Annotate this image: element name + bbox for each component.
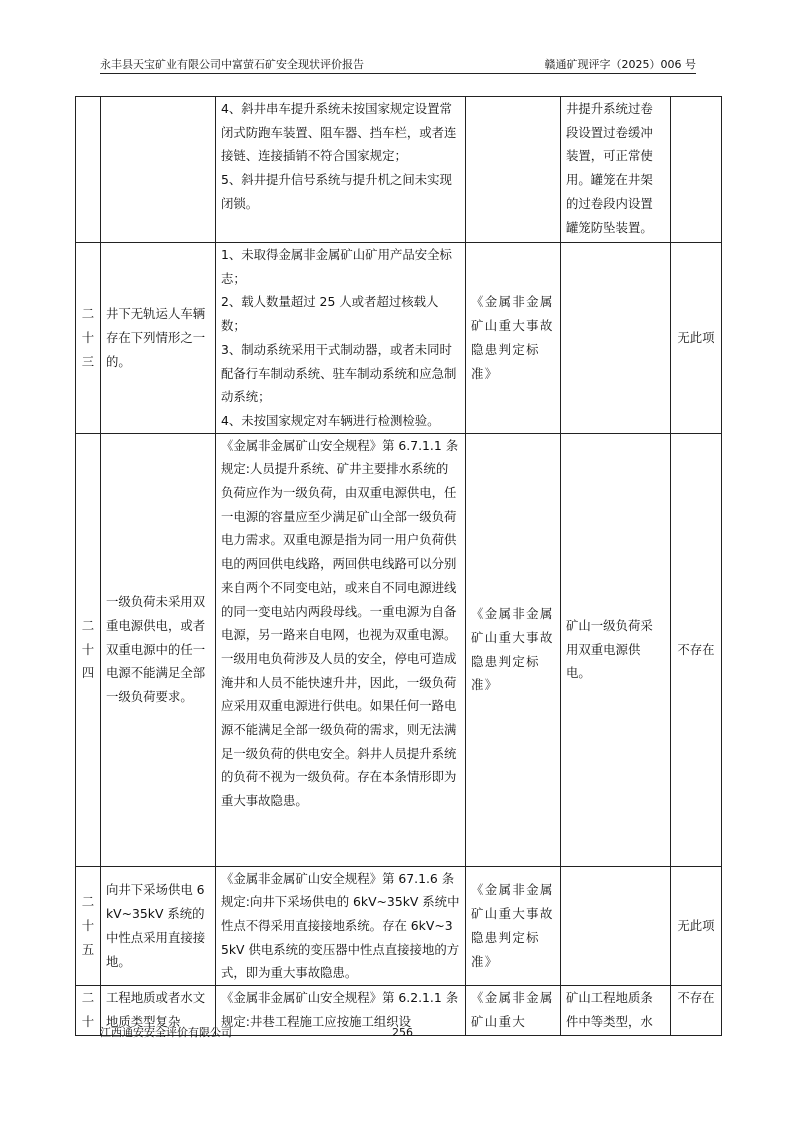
page-number: 256 bbox=[392, 1026, 413, 1039]
header-rule bbox=[100, 73, 696, 74]
hazard-item-cell: 工程地质或者水文地质类型复杂 bbox=[101, 986, 216, 1036]
basis-cell: 《金属非金属矿山重大事故隐患判定标准》 bbox=[466, 433, 561, 866]
result-cell: 不存在 bbox=[671, 433, 722, 866]
inspection-content-cell: 《金属非金属矿山安全规程》第 67.1.6 条规定:向井下采场供电的 6kV~35kV 系统中性点不得采用直接接地系统。存在 6kV~35kV 供电系统的变压器中性点直接接地的方式，即为重大事故隐患。 bbox=[216, 866, 466, 986]
content-line: 2、载人数量超过 25 人或者超过核载人数； bbox=[221, 294, 439, 334]
row-number-char: 十 bbox=[81, 1013, 95, 1029]
basis-cell: 《金属非金属矿山重大 bbox=[466, 986, 561, 1036]
row-number-char: 二 bbox=[81, 990, 95, 1006]
row-number-char: 二 bbox=[81, 894, 95, 910]
situation-cell: 矿山一级负荷采用双重电源供电。 bbox=[561, 433, 671, 866]
result-cell: 不存在 bbox=[671, 986, 722, 1036]
content-line: 5、斜井提升信号系统与提升机之间未实现闭锁。 bbox=[221, 172, 452, 211]
situation-cell bbox=[561, 243, 671, 434]
content-line: 3、制动系统采用干式制动器，或者未同时配备行车制动系统、驻车制动系统和应急制动系统； bbox=[221, 341, 457, 405]
row-number-char: 二 bbox=[81, 306, 95, 322]
basis-cell: 《金属非金属矿山重大事故隐患判定标准》 bbox=[466, 243, 561, 434]
hazard-item-cell: 井下无轨运人车辆存在下列情形之一的。 bbox=[101, 243, 216, 434]
document-number: 赣通矿现评字（2025）006 号 bbox=[544, 58, 696, 71]
row-number-char: 二 bbox=[81, 618, 95, 634]
row-number-char: 五 bbox=[81, 941, 95, 957]
row-number-cell bbox=[76, 866, 101, 986]
hazard-item-cell bbox=[101, 97, 216, 243]
inspection-content-cell: 《金属非金属矿山安全规程》第 6.2.1.1 条规定:井巷工程施工应按施工组织设 bbox=[216, 986, 466, 1036]
row-number-char: 十 bbox=[81, 641, 95, 657]
content-line: 4、未按国家规定对车辆进行检测检验。 bbox=[221, 412, 440, 428]
inspection-content-cell bbox=[216, 97, 466, 243]
company-name: 江西通安安全评价有限公司 bbox=[100, 1026, 232, 1039]
hazard-item-cell: 向井下采场供电 6kV~35kV 系统的中性点采用直接接地。 bbox=[101, 866, 216, 986]
table-row bbox=[76, 433, 722, 866]
basis-cell: 《金属非金属矿山重大事故隐患判定标准》 bbox=[466, 866, 561, 986]
row-number-char: 四 bbox=[81, 665, 95, 681]
inspection-content-cell bbox=[216, 243, 466, 434]
row-number-char: 十 bbox=[81, 918, 95, 934]
result-cell bbox=[671, 97, 722, 243]
table-row bbox=[76, 866, 722, 986]
page-header bbox=[100, 55, 696, 75]
row-number-cell bbox=[76, 433, 101, 866]
content-line: 1、未取得金属非金属矿山矿用产品安全标志； bbox=[221, 247, 452, 286]
content-line: 4、斜井串车提升系统未按国家规定设置常闭式防跑车装置、阻车器、挡车栏，或者连接链、连接插销不符合国家规定； bbox=[221, 101, 457, 164]
row-number-char: 三 bbox=[81, 353, 95, 369]
row-number-cell bbox=[76, 97, 101, 243]
situation-cell: 井提升系统过卷段设置过卷缓冲装置，可正常使用。罐笼在井架的过卷段内设置罐笼防坠装置。 bbox=[561, 97, 671, 243]
situation-cell bbox=[561, 866, 671, 986]
table-row bbox=[76, 97, 722, 243]
basis-cell bbox=[466, 97, 561, 243]
row-number-cell bbox=[76, 986, 101, 1036]
page-footer bbox=[100, 1023, 696, 1043]
report-title: 永丰县天宝矿业有限公司中富萤石矿安全现状评价报告 bbox=[100, 58, 364, 71]
inspection-content-cell: 《金属非金属矿山安全规程》第 6.7.1.1 条规定:人员提升系统、矿井主要排水系统的负荷应作为一级负荷，由双重电源供电，任一电源的容量应至少满足矿山全部一级负荷电力需求。双重电源是指为同一用户负荷供电的两回供电线路，两回供电线路可以分别来自两个不同变电站，或来自不同电源进线的同一变电站内两段母线。一重电源为自备电源，另一路来自电网，也视为双重电源。一级用电负荷涉及人员的安全，停电可造成淹井和人员不能快速升井，因此，一级负荷应采用双重电源进行供电。如果任何一路电源不能满足全部一级负荷的需求，则无法满足一级负荷的供电安全。斜井人员提升系统的负荷不视为一级负荷。存在本条情形即为重大事故隐患。 bbox=[216, 433, 466, 866]
hazard-table bbox=[75, 96, 722, 1036]
row-number-cell bbox=[76, 243, 101, 434]
row-number-char: 十 bbox=[81, 329, 95, 345]
result-cell: 无此项 bbox=[671, 866, 722, 986]
result-cell: 无此项 bbox=[671, 243, 722, 434]
table-row bbox=[76, 243, 722, 434]
situation-cell: 矿山工程地质条件中等类型，水 bbox=[561, 986, 671, 1036]
hazard-item-cell: 一级负荷未采用双重电源供电，或者双重电源中的任一电源不能满足全部一级负荷要求。 bbox=[101, 433, 216, 866]
